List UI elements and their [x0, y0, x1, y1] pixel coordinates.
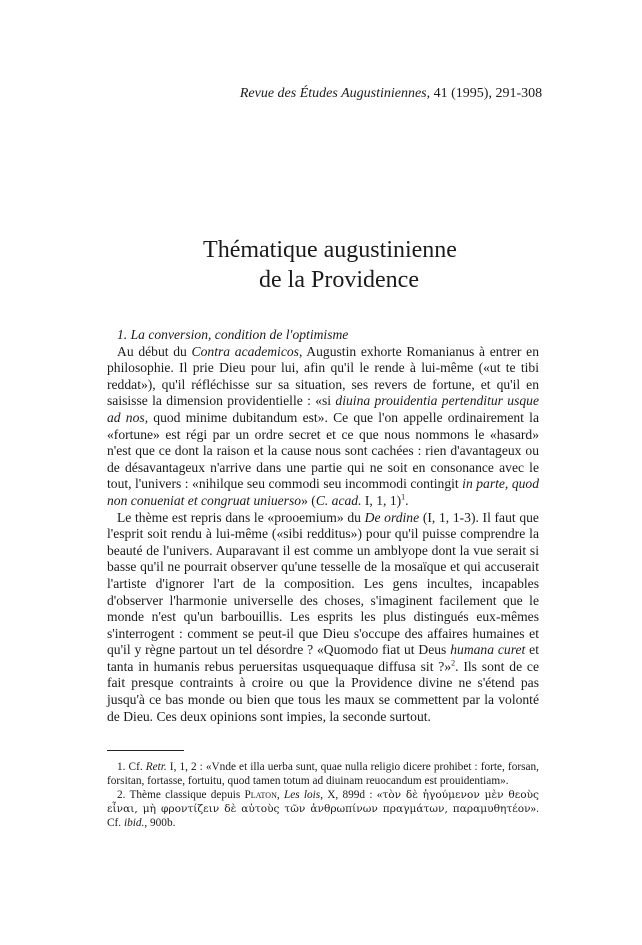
text: et tanta in humanis rebus peruersitas usquequaque diffusa sit ?» [107, 642, 539, 674]
citation-abbrev: C. acad. [315, 492, 362, 508]
text: 2. Thème classique depuis [117, 789, 245, 801]
text: Le thème est repris dans le «prooemium» du [117, 509, 365, 525]
section-heading: 1. La conversion, condition de l'optimisme [117, 327, 349, 342]
citation-abbrev: Retr. [145, 761, 167, 773]
journal-name: Revue des Études Augustiniennes [239, 86, 427, 101]
text: , quod minime dubitandum est». Ce que l'on appelle ordinairement la «fortune» est régi par un ordre secret et ce que nous nommons le «hasard» n'est que ce dont la raison et la cause nous sont cachées : rien d'avantageux ou de désavantageux n'arrive dans une partie qui ne soit en consonance avec le tout, l'univers : «nihilque seu commodi seu incommodi contingit [107, 409, 539, 492]
text: » ( [301, 492, 316, 508]
title-line-1: Thématique augustinienne [203, 237, 457, 263]
text: . Ils sont de ce fait presque contraints à croire ou que la Providence divine ne s'étend pas jusqu'à ce bas monde ou bien que tous les maux se commettent par la volonté de Dieu. Ces deux opinions sont impies, la seconde surtout. [107, 658, 539, 724]
text: , [276, 789, 284, 801]
text: I, 1, 2 : «Vnde et illa uerba sunt, quae nulla religio dicere prohibet : forte, forsan, forsitan, fortasse, fortuitu, quod tamen totum ad diuinam reuocandum est prouidentiam». [107, 761, 539, 787]
text: , 900b. [144, 817, 176, 829]
article-title [0, 235, 642, 295]
work-title: De ordine [364, 509, 420, 525]
paragraph-2 [107, 510, 539, 726]
footnote-divider [107, 750, 184, 751]
citation-abbrev: ibid. [123, 817, 145, 829]
latin-quote: in parte, quod non conueniat et congruat uniuerso [107, 476, 540, 508]
text: Au début du [117, 343, 192, 359]
text: I, 1, 1) [361, 492, 402, 508]
work-title: Contra academicos [191, 343, 299, 359]
journal-citation: , 41 (1995), 291-308 [426, 86, 543, 101]
text: 1. Cf. [117, 761, 146, 773]
footnote-ref-2[interactable]: 2 [451, 658, 456, 668]
title-line-2: de la Providence [259, 267, 419, 293]
footnotes [107, 760, 539, 830]
greek-quote: τὸν δὲ ἡγούμενον μὲν θεοὺς εἶναι, μὴ φροντίζειν δὲ αὐτοὺς τῶν ἀνθρωπίνων πραγμάτων, παραμυθητέον [107, 789, 539, 815]
footnote-2 [107, 788, 539, 830]
text: (I, 1, 1-3). Il faut que l'esprit soit rendu à lui-même («sibi redditus») pour qu'il puisse comprendre la beauté de l'univers. Auparavant il est comme un amblyope dont la vue serait si basse qu'il ne pourrait observer qu'une tesselle de la mosaïque et qui accuserait l'artiste d'ignorer l'art de la composition. Les gens incultes, incapables d'observer l'harmonie universelle des choses, s'imaginent facilement que le monde n'est qu'un barbouillis. Les esprits les plus distingués eux-mêmes s'interrogent : comment se peut-il que Dieu s'occupe des affaires humaines et qu'il y règne partout un tel désordre ? «Quomodo fiat ut Deus [107, 509, 539, 658]
footnote-ref-1[interactable]: 1 [401, 492, 406, 502]
text: , X, 899d : « [320, 789, 383, 801]
paragraph-1 [107, 344, 539, 510]
article-body [107, 327, 539, 725]
text: . [405, 492, 409, 508]
author-name: Platon [244, 789, 277, 801]
latin-quote: humana curet [450, 642, 526, 658]
latin-quote: diuina prouidentia pertenditur usque ad nos [107, 393, 539, 425]
text: ». Cf. [107, 803, 539, 829]
work-title: Les lois [283, 789, 321, 801]
text: , Augustin exhorte Romanianus à entrer en philosophie. Il prie Dieu pour lui, afin qu'il le rende à lui-même («ut te tibi reddat»), qu'il réfléchisse sur sa situation, ses revers de fortune, et qu'il en saisisse la dimension providentielle : «si [107, 343, 539, 409]
footnote-1 [107, 760, 539, 788]
journal-header [0, 86, 642, 102]
